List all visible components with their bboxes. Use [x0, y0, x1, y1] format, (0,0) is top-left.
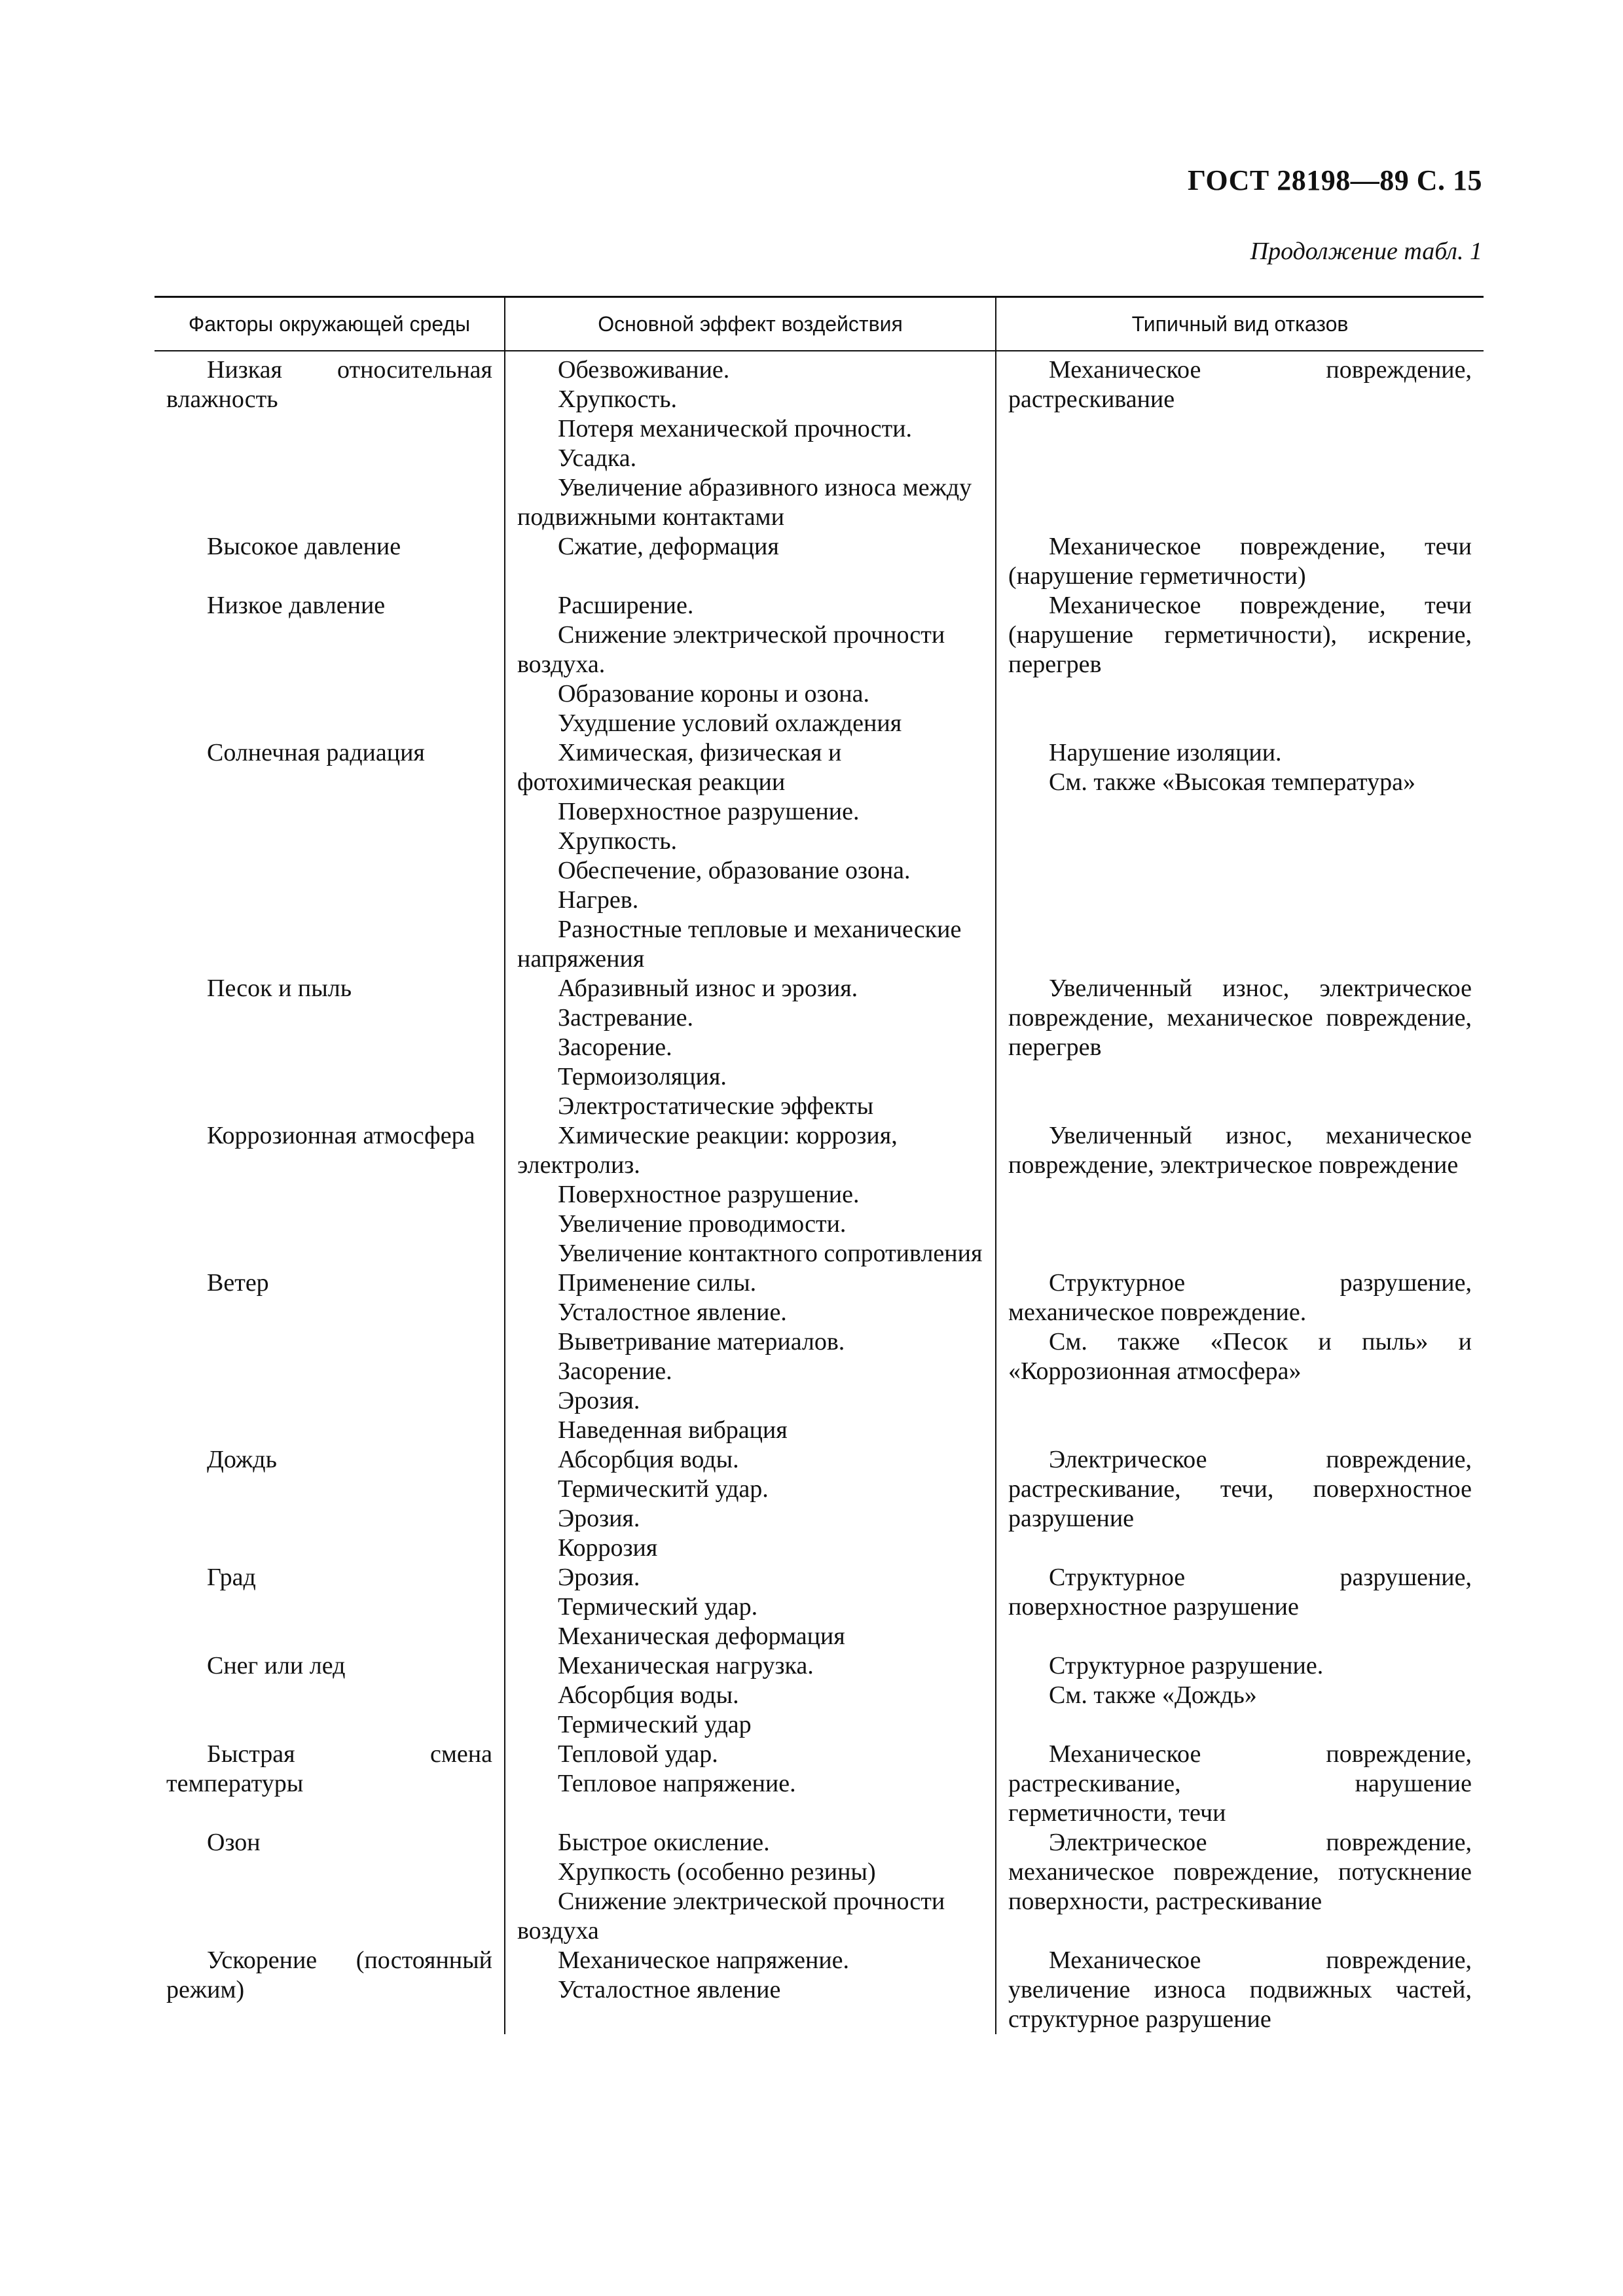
effect-cell	[505, 1268, 996, 1445]
factor-cell: Снег или лед	[207, 1652, 346, 1679]
effect-line: Снижение электрической прочности воздуха.	[517, 621, 945, 678]
effect-line: Увеличение абразивного износа между подвижными контактами	[517, 474, 972, 531]
effect-cell	[505, 1121, 996, 1268]
failure-line: Механическое повреждение, увеличение износа подвижных частей, структурное разрушение	[1008, 1946, 1472, 2033]
effect-line: Термическитй удар.	[558, 1475, 769, 1503]
effect-line: Хрупкость (особенно резины)	[558, 1858, 876, 1886]
failure-line: См. также «Песок и пыль» и «Коррозионная атмосфера»	[1008, 1328, 1472, 1385]
effect-line: Химические реакции: коррозия, электролиз.	[517, 1122, 898, 1179]
table-row	[155, 532, 1484, 591]
effect-line: Застревание.	[558, 1004, 694, 1031]
effect-line: Абразивный износ и эрозия.	[558, 975, 858, 1002]
table-header	[155, 297, 1484, 351]
effect-line: Электростатические эффекты	[558, 1092, 874, 1120]
effect-cell	[505, 532, 996, 591]
table-row	[155, 1268, 1484, 1445]
effect-line: Механическая нагрузка.	[558, 1652, 814, 1679]
effect-line: Поверхностное разрушение.	[558, 798, 860, 825]
factor-cell: Дождь	[207, 1446, 277, 1473]
failure-line: Электрическое повреждение, растрескивание, течи, поверхностное разрушение	[1008, 1446, 1472, 1532]
effect-line: Химическая, физическая и фотохимическая реакции	[517, 739, 842, 796]
failure-line: Нарушение изоляции.	[1049, 739, 1282, 766]
failure-cell	[996, 1445, 1484, 1563]
failure-cell	[996, 1121, 1484, 1268]
effect-line: Механическая деформация	[558, 1623, 845, 1650]
column-header-effects: Основной эффект воздействия	[505, 297, 996, 351]
effect-line: Расширение.	[558, 592, 694, 619]
failure-cell	[996, 974, 1484, 1121]
failure-line: Структурное разрушение, механическое повреждение.	[1008, 1269, 1472, 1326]
table-row	[155, 1651, 1484, 1740]
table-row	[155, 1828, 1484, 1946]
effect-line: Механическое напряжение.	[558, 1946, 850, 1974]
effect-line: Тепловое напряжение.	[558, 1770, 796, 1797]
factor-cell: Солнечная радиация	[207, 739, 425, 766]
effect-line: Наведенная вибрация	[558, 1416, 788, 1444]
effect-cell	[505, 974, 996, 1121]
effect-line: Абсорбция воды.	[558, 1681, 739, 1709]
effect-line: Эрозия.	[558, 1564, 640, 1591]
factor-cell: Град	[207, 1564, 256, 1591]
table-continuation-note: Продолжение табл. 1	[1250, 238, 1482, 265]
table-row	[155, 1946, 1484, 2034]
failure-line: Механическое повреждение, растрескивание	[1008, 356, 1472, 413]
factor-cell: Озон	[207, 1829, 261, 1856]
factor-cell: Коррозионная атмосфера	[207, 1122, 475, 1149]
effect-line: Эрозия.	[558, 1387, 640, 1414]
effect-line: Усталостное явление	[558, 1976, 781, 2003]
effect-line: Обезвоживание.	[558, 356, 730, 384]
table-row	[155, 1740, 1484, 1828]
effect-line: Снижение электрической прочности воздуха	[517, 1888, 945, 1945]
failure-line: Увеличенный износ, электрическое повреждение, механическое повреждение, перегрев	[1008, 975, 1472, 1061]
effect-line: Применение силы.	[558, 1269, 757, 1297]
effect-line: Тепловой удар.	[558, 1740, 718, 1768]
table-row	[155, 738, 1484, 974]
failure-line: Увеличенный износ, механическое повреждение, электрическое повреждение	[1008, 1122, 1472, 1179]
effect-line: Увеличение контактного сопротивления	[558, 1240, 983, 1267]
failure-line: Механическое повреждение, растрескивание, нарушение герметичности, течи	[1008, 1740, 1472, 1827]
failure-cell	[996, 1740, 1484, 1828]
effect-line: Абсорбция воды.	[558, 1446, 739, 1473]
failure-cell	[996, 1828, 1484, 1946]
failure-line: См. также «Дождь»	[1049, 1681, 1257, 1709]
failure-cell	[996, 1563, 1484, 1651]
effect-line: Засорение.	[558, 1033, 672, 1061]
failure-line: См. также «Высокая температура»	[1049, 768, 1415, 796]
failure-cell	[996, 738, 1484, 974]
effect-line: Разностные тепловые и механические напряжения	[517, 916, 962, 973]
environment-factors-table	[155, 296, 1484, 2034]
effect-line: Увеличение проводимости.	[558, 1210, 847, 1238]
failure-cell	[996, 1946, 1484, 2034]
factor-cell: Высокое давление	[207, 533, 401, 560]
effect-line: Хрупкость.	[558, 827, 678, 855]
table-row	[155, 974, 1484, 1121]
effect-line: Хрупкость.	[558, 386, 678, 413]
effect-line: Усталостное явление.	[558, 1299, 787, 1326]
table-row	[155, 1563, 1484, 1651]
effect-line: Усадка.	[558, 444, 637, 472]
factor-cell: Низкая относительная влажность	[166, 356, 492, 413]
effect-line: Сжатие, деформация	[558, 533, 779, 560]
effect-line: Коррозия	[558, 1534, 658, 1562]
table-row	[155, 1121, 1484, 1268]
effect-line: Выветривание материалов.	[558, 1328, 845, 1355]
failure-cell	[996, 532, 1484, 591]
table-row	[155, 591, 1484, 738]
effect-line: Эрозия.	[558, 1505, 640, 1532]
column-header-failures: Типичный вид отказов	[996, 297, 1484, 351]
failure-line: Структурное разрушение, поверхностное разрушение	[1008, 1564, 1472, 1621]
failure-line: Механическое повреждение, течи (нарушение герметичности)	[1008, 533, 1472, 590]
effect-line: Образование короны и озона.	[558, 680, 870, 708]
effect-cell	[505, 738, 996, 974]
effect-line: Нагрев.	[558, 886, 639, 914]
effect-line: Обеспечение, образование озона.	[558, 857, 911, 884]
table-row	[155, 1445, 1484, 1563]
effect-cell	[505, 1651, 996, 1740]
factor-cell: Ускорение (постоянный режим)	[166, 1946, 492, 2003]
effect-cell	[505, 1828, 996, 1946]
failure-line: Механическое повреждение, течи (нарушение герметичности), искрение, перегрев	[1008, 592, 1472, 678]
effect-line: Потеря механической прочности.	[558, 415, 913, 442]
effect-cell	[505, 1563, 996, 1651]
failure-cell	[996, 1651, 1484, 1740]
effect-line: Термический удар	[558, 1711, 752, 1738]
effect-line: Термический удар.	[558, 1593, 758, 1621]
failure-cell	[996, 591, 1484, 738]
effect-line: Быстрое окисление.	[558, 1829, 770, 1856]
effect-cell	[505, 1946, 996, 2034]
failure-line: Структурное разрушение.	[1049, 1652, 1324, 1679]
factor-cell: Низкое давление	[207, 592, 386, 619]
factor-cell: Ветер	[207, 1269, 269, 1297]
table-row	[155, 351, 1484, 532]
effect-cell	[505, 1740, 996, 1828]
effect-cell	[505, 1445, 996, 1563]
failure-line: Электрическое повреждение, механическое повреждение, потускнение поверхности, растрескивание	[1008, 1829, 1472, 1915]
failure-cell	[996, 351, 1484, 532]
effect-line: Засорение.	[558, 1357, 672, 1385]
effect-line: Поверхностное разрушение.	[558, 1181, 860, 1208]
effect-cell	[505, 351, 996, 532]
factor-cell: Быстрая смена температуры	[166, 1740, 492, 1797]
table-body	[155, 351, 1484, 2034]
effect-line: Термоизоляция.	[558, 1063, 727, 1090]
effect-cell	[505, 591, 996, 738]
effect-line: Ухудшение условий охлаждения	[558, 709, 902, 737]
factor-cell: Песок и пыль	[207, 975, 352, 1002]
column-header-factors: Факторы окружающей среды	[155, 297, 505, 351]
failure-cell	[996, 1268, 1484, 1445]
document-reference: ГОСТ 28198—89 С. 15	[1187, 164, 1482, 196]
